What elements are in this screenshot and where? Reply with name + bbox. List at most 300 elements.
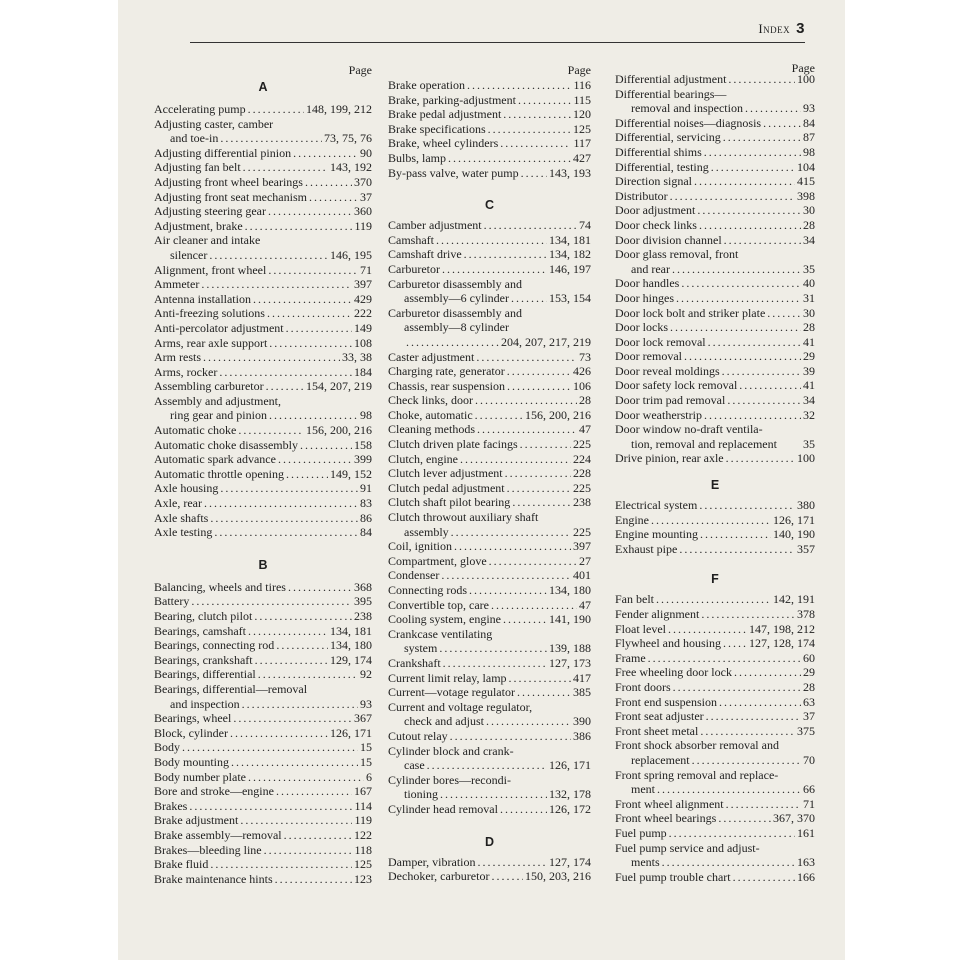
index-entry [154,843,372,858]
leader-dots [284,828,352,843]
leader-dots [264,843,353,858]
leader-dots [469,583,547,598]
index-entry [615,651,815,666]
leader-dots [253,292,352,307]
entry-pages: 142, 191 [773,592,815,607]
entry-pages: 71 [803,796,815,811]
leader-dots [673,680,801,695]
leader-dots [451,525,571,540]
entry-text: Door glass removal, front [615,247,739,262]
index-entry [388,247,591,262]
page-column-label: Page [348,63,372,77]
index-entry [388,233,591,248]
index-entry [154,190,372,205]
index-entry [615,724,815,739]
index-entry [615,174,815,189]
entry-text: system [404,641,438,656]
leader-dots [242,697,358,712]
entry-pages: 93 [803,101,815,116]
entry-pages: 390 [573,714,591,729]
leader-dots [460,452,571,467]
index-entry [154,248,372,263]
leader-dots [476,350,577,365]
entry-text: Cleaning methods [388,422,475,437]
entry-pages: 149 [354,320,372,335]
index-entry [154,770,372,785]
entry-pages: 98 [803,144,815,159]
entry-pages: 225 [573,480,591,495]
index-entry [154,511,372,526]
entry-text: ring gear and pinion [170,408,267,423]
entry-text: Anti-freezing solutions [154,306,265,321]
leader-dots [454,539,571,554]
index-entry [388,452,591,467]
index-entry [615,218,815,233]
entry-text: Cylinder head removal [388,801,498,816]
entry-text: Door check links [615,217,697,232]
leader-dots [286,321,352,336]
entry-text: Brake adjustment [154,813,239,828]
leader-dots [220,131,322,146]
leader-dots [427,758,547,773]
index-entry [388,554,591,569]
entry-text: Front shock absorber removal and [615,738,779,753]
leader-dots [681,276,801,291]
entry-text: Door reveal moldings [615,363,720,378]
entry-pages: 167 [354,784,372,799]
index-entry [615,378,815,393]
index-entry [154,277,372,292]
index-entry [154,233,372,248]
leader-dots [511,291,547,306]
index-entry [154,365,372,380]
entry-text: Door lock removal [615,334,706,349]
leader-dots [488,122,571,137]
entry-text: ments [631,855,660,870]
leader-dots [450,729,571,744]
index-entry [615,870,815,885]
entry-pages: 108 [354,335,372,350]
entry-text: and rear [631,261,670,276]
entry-text: Differential, servicing [615,130,721,145]
entry-text: Check links, door [388,393,473,408]
entry-text: Adjusting differential pinion [154,145,292,160]
entry-text: assembly—6 cylinder [404,291,509,306]
index-entry [388,598,591,613]
index-entry [388,320,591,335]
entry-text: check and adjust [404,714,484,729]
leader-dots [233,711,352,726]
index-entry [388,93,591,108]
leader-dots [300,438,352,453]
index-entry [615,116,815,131]
entry-pages: 100 [797,72,815,86]
entry-pages: 122 [354,827,372,842]
entry-pages: 70 [803,752,815,767]
section-letter: B [258,557,268,572]
entry-pages: 224 [573,451,591,466]
leader-dots [739,378,801,393]
leader-dots [500,802,547,817]
entry-pages: 238 [354,609,372,623]
entry-text: Clutch throwout auxiliary shaft [388,510,539,525]
leader-dots [440,787,547,802]
index-entry [615,393,815,408]
entry-text: tion, removal and replacement [631,436,777,451]
entry-text: Brake, wheel cylinders [388,136,499,151]
entry-text: Compartment, glove [388,553,487,568]
index-entry [615,262,815,277]
entry-text: Differential noises—diagnosis [615,115,762,130]
leader-dots [210,511,358,526]
index-entry [615,335,815,350]
leader-dots [258,667,358,682]
entry-pages: 73, 75, 76 [324,131,372,146]
entry-text: Door removal [615,349,682,364]
index-entry [388,466,591,481]
index-entry [388,539,591,554]
index-entry [154,697,372,712]
index-entry [154,726,372,741]
entry-text: Cylinder block and crank- [388,743,514,758]
entry-text: Cooling system, engine [388,612,501,627]
entry-text: removal and inspection [631,101,743,116]
entry-text: Brake fluid [154,857,209,872]
index-entry [388,787,591,802]
index-entry [615,680,815,695]
header-title: Index [758,21,791,36]
index-entry [154,667,372,682]
leader-dots [436,233,547,248]
leader-dots [718,811,771,826]
leader-dots [700,724,795,739]
entry-text: replacement [631,752,690,767]
index-entry [388,364,591,379]
leader-dots [706,709,801,724]
index-entry [388,685,591,700]
entry-text: Brakes—bleeding line [154,842,262,857]
entry-pages: 118 [354,842,372,857]
entry-pages: 127, 173 [549,655,591,670]
index-entry [615,437,815,452]
entry-pages: 417 [573,670,591,685]
index-entry [154,146,372,161]
entry-text: Arms, rear axle support [154,335,268,350]
index-entry [154,102,372,117]
entry-text: Door lock bolt and striker plate [615,305,766,320]
entry-pages: 63 [803,694,815,709]
index-entry [154,452,372,467]
index-entry [388,393,591,408]
entry-pages: 30 [803,203,815,218]
leader-dots [209,248,328,263]
entry-pages: 357 [797,541,815,556]
entry-text: Door safety lock removal [615,378,738,393]
leader-dots [220,481,358,496]
leader-dots [507,364,571,379]
leader-dots [231,755,358,770]
entry-text: Door trim pad removal [615,393,726,408]
entry-text: Antenna installation [154,291,251,306]
index-entry [154,117,372,132]
entry-pages: 415 [797,174,815,189]
index-entry [388,744,591,759]
entry-pages: 119 [354,813,372,828]
entry-text: Electrical system [615,498,698,513]
leader-dots [439,641,547,656]
entry-text: Bearings, crankshaft [154,652,253,667]
entry-text: Charging rate, generator [388,364,505,379]
entry-pages: 33, 38 [342,350,372,365]
entry-pages: 30 [803,305,815,320]
index-entry [154,813,372,828]
entry-pages: 71 [360,262,372,277]
entry-pages: 161 [797,825,815,840]
index-entry [154,799,372,814]
entry-pages: 74 [579,218,591,233]
index-entry [388,714,591,729]
section-letter: A [258,80,268,94]
entry-text: Front spring removal and replace- [615,767,779,782]
entry-pages: 225 [573,524,591,539]
entry-text: Bulbs, lamp [388,150,447,165]
entry-pages: 28 [803,679,815,694]
index-entry [388,78,591,93]
leader-dots [442,262,547,277]
entry-pages: 134, 181 [330,623,372,638]
entry-text: Camber adjustment [388,218,482,233]
entry-pages: 115 [573,92,591,107]
leader-dots [464,247,547,262]
entry-pages: 397 [354,277,372,292]
entry-text: Crankshaft [388,655,441,670]
entry-pages: 225 [573,437,591,452]
index-entry [388,335,591,350]
leader-dots [269,408,358,423]
index-entry [388,729,591,744]
entry-text: Brake maintenance hints [154,871,273,886]
page-column-label: Page [567,63,591,77]
leader-dots [267,306,352,321]
index-entry [615,408,815,423]
entry-text: Door division channel [615,232,722,247]
leader-dots [648,651,801,666]
index-entry [388,350,591,365]
index-entry [615,203,815,218]
entry-pages: 127, 174 [549,854,591,869]
index-entry [388,437,591,452]
index-entry [154,263,372,278]
entry-pages: 163 [797,855,815,870]
leader-dots [704,145,801,160]
entry-pages: 90 [360,145,372,160]
entry-pages: 92 [360,667,372,682]
index-entry [615,695,815,710]
entry-text: Fuel pump [615,825,667,840]
entry-pages: 123 [354,871,372,886]
index-entry [154,609,372,624]
index-entry [388,262,591,277]
entry-pages: 385 [573,685,591,700]
entry-text: Clutch driven plate facings [388,437,518,452]
index-entry [154,755,372,770]
entry-text: Bearings, differential [154,667,256,682]
entry-pages: 367 [354,711,372,726]
entry-pages: 147, 198, 212 [749,621,815,636]
index-entry [615,542,815,557]
entry-pages: 156, 200, 216 [306,423,372,438]
index-entry [615,636,815,651]
index-entry [615,768,815,783]
entry-text: Arm rests [154,350,201,365]
entry-pages: 126, 171 [549,758,591,773]
leader-dots [512,495,571,510]
entry-pages: 41 [803,378,815,393]
entry-pages: 104 [797,159,815,174]
leader-dots [719,695,801,710]
leader-dots [503,107,571,122]
index-entry [388,568,591,583]
section-letter: D [484,834,495,849]
entry-text: Bearings, wheel [154,711,232,726]
index-entry [615,782,815,797]
index-entry [615,320,815,335]
entry-pages: 134, 180 [330,638,372,653]
entry-text: Front wheel bearings [615,811,717,826]
leader-dots [275,872,352,887]
index-entry [154,784,372,799]
leader-dots [699,498,795,513]
entry-text: Carburetor disassembly and [388,276,522,291]
entry-text: Differential adjustment [615,72,727,86]
entry-pages: 66 [803,782,815,797]
entry-text: Camshaft drive [388,247,462,262]
index-entry [388,136,591,151]
entry-text: Adjusting front wheel bearings [154,174,303,189]
leader-dots [507,379,571,394]
leader-dots [305,175,352,190]
index-entry [388,218,591,233]
leader-dots [505,466,571,481]
leader-dots [467,78,571,93]
index-entry [388,525,591,540]
entry-pages: 127, 128, 174 [749,636,815,651]
entry-text: Frame [615,650,646,665]
leader-dots [692,753,801,768]
leader-dots [708,335,801,350]
leader-dots [669,826,795,841]
entry-text: Exhaust pipe [615,541,678,556]
leader-dots [484,218,577,233]
index-entry [615,811,815,826]
entry-text: Engine [615,512,649,527]
entry-text: assembly [404,524,449,539]
entry-text: Door window no-draft ventila- [615,422,763,437]
entry-pages: 126, 171 [330,725,372,740]
index-entry [615,130,815,145]
index-entry [615,592,815,607]
entry-pages: 27 [579,553,591,568]
entry-text: Convertible top, care [388,597,489,612]
leader-dots [651,513,771,528]
index-entry [615,145,815,160]
entry-text: Brake assembly—removal [154,827,282,842]
index-entry [615,738,815,753]
index-entry [154,594,372,609]
index-entry [154,306,372,321]
entry-text: tioning [404,787,439,802]
leader-dots [230,726,328,741]
leader-dots [269,336,352,351]
entry-pages: 86 [360,510,372,525]
entry-text: Assembly and adjustment, [154,393,281,408]
entry-text: Adjusting fan belt [154,160,241,175]
entry-text: Differential shims [615,144,702,159]
leader-dots [268,263,358,278]
index-entry [615,855,815,870]
index-entry [615,349,815,364]
leader-dots [491,869,523,884]
entry-pages: 134, 182 [549,247,591,262]
entry-text: Free wheeling door lock [615,665,732,680]
leader-dots [699,218,801,233]
index-entry [615,306,815,321]
leader-dots [670,189,795,204]
leader-dots [210,857,352,872]
entry-pages: 100 [797,451,815,466]
page-column-label: Page [791,61,815,75]
leader-dots [441,568,571,583]
entry-pages: 238 [573,495,591,510]
index-entry [154,467,372,482]
leader-dots [293,146,358,161]
entry-pages: 146, 195 [330,247,372,262]
entry-pages: 126, 172 [549,801,591,816]
entry-text: Adjusting front seat mechanism [154,189,307,204]
entry-text: Front sheet metal [615,723,699,738]
entry-text: Engine mounting [615,527,698,542]
leader-dots [745,101,801,116]
index-entry [615,87,815,102]
index-entry [388,802,591,817]
entry-pages: 141, 190 [549,612,591,627]
leader-dots [276,638,328,653]
entry-text: Camshaft [388,232,434,247]
entry-pages: 39 [803,363,815,378]
entry-pages: 367, 370 [773,811,815,826]
index-entry [154,496,372,511]
leader-dots [724,233,801,248]
index-entry [388,481,591,496]
header-rule [190,42,805,43]
index-entry [615,709,815,724]
index-entry [388,773,591,788]
entry-pages: 29 [803,349,815,364]
leader-dots [503,612,547,627]
entry-pages: 117 [573,136,591,151]
leader-dots [489,554,577,569]
entry-pages: 204, 207, 217, 219 [501,334,591,349]
entry-pages: 15 [360,740,372,755]
entry-text: Crankcase ventilating [388,626,493,641]
leader-dots [521,166,547,181]
entry-text: Caster adjustment [388,349,475,364]
leader-dots [491,598,577,613]
entry-pages: 28 [803,320,815,335]
leader-dots [475,408,523,423]
index-entry [388,151,591,166]
index-entry [615,291,815,306]
